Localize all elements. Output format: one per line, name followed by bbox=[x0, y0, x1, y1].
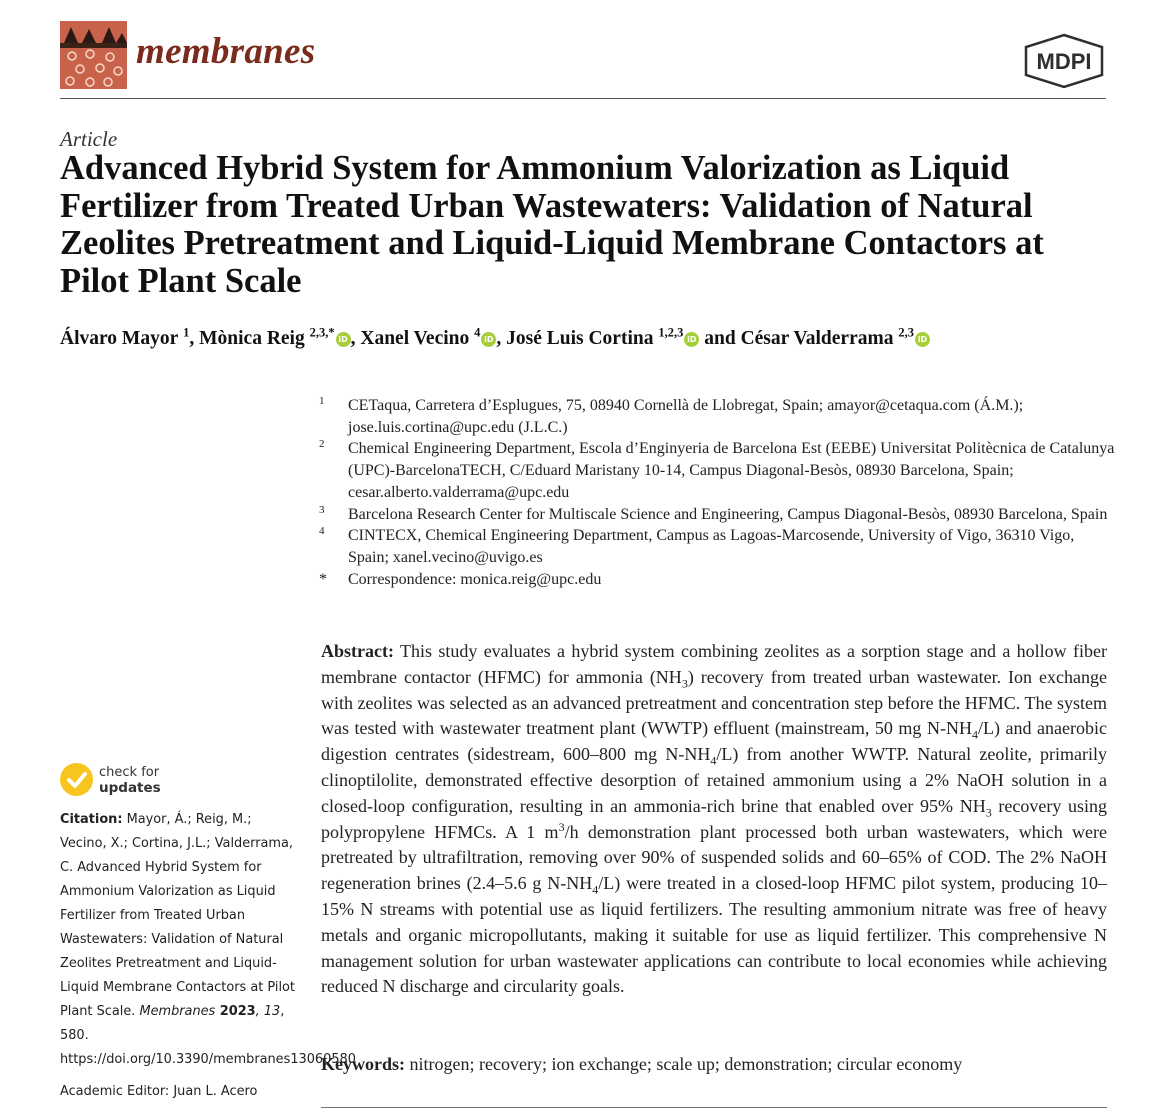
author-list bbox=[60, 325, 1120, 353]
citation bbox=[60, 808, 356, 1072]
subscript: 3 bbox=[985, 805, 992, 820]
citation-journal: Membranes bbox=[139, 1004, 216, 1019]
abstract-text: This study evaluates a hybrid system combining zeolites as a sorption stage and a hollow fiber membrane contactor (HFMC) for ammonia (NH bbox=[321, 641, 1107, 687]
correspondence-mark: * bbox=[319, 570, 327, 588]
author-name: César Valderrama bbox=[740, 328, 894, 349]
author[interactable] bbox=[740, 325, 930, 349]
orcid-icon[interactable]: iD bbox=[336, 332, 351, 347]
affiliation-3 bbox=[319, 504, 1119, 526]
footer-divider bbox=[321, 1107, 1107, 1108]
journal-logo bbox=[60, 21, 127, 89]
author-affiliation-marker: 1 bbox=[183, 325, 190, 340]
affiliation-text: Barcelona Research Center for Multiscale Science and Engineering, Campus Diagonal-Besòs, 08930 Barcelona, Spain bbox=[348, 505, 1108, 523]
affiliation-text: CINTECX, Chemical Engineering Department, Campus as Lagoas-Marcosende, University of Vigo, 36310 Vigo, Spain; xanel.vecino@uvigo.es bbox=[348, 527, 1075, 566]
check-for-updates-button[interactable] bbox=[60, 763, 260, 799]
author-separator: and bbox=[699, 328, 741, 349]
mdpi-logo-text: MDPI bbox=[1036, 49, 1092, 74]
keywords bbox=[321, 1051, 1107, 1077]
abstract-text: recovery using polypropylene HFMCs. A 1 m bbox=[321, 795, 1108, 842]
abstract-text: ) recovery from treated urban wastewater. Ion exchange with zeolites was selected as an advanced pretreatment and concentration step before the HFMC. The system was tested with wastewater treatment plant (WWTP) effluent (mainstream, 50 mg N-NH bbox=[321, 666, 1107, 739]
affiliation-text: Chemical Engineering Department, Escola d’Enginyeria de Barcelona Est (EEBE) Universitat Politècnica de Catalunya (UPC)-BarcelonaTECH, C/Eduard Maristany 10-14, Campus Diagonal-Besòs, 08930 Barcelona, Spain; cesar.alberto.valderrama@upc.edu bbox=[348, 440, 1115, 501]
check-updates-label: check for bbox=[99, 765, 160, 780]
abstract-text: /h demonstration plant processed both urban wastewaters, which were pretreated by ultrafiltration, removing over 90% of suspended solids and 60–65% of COD. The 2% NaOH regeneration brines (2.4–5.6 g N-NH bbox=[321, 821, 1107, 894]
abstract-label: Abstract: bbox=[321, 641, 394, 661]
citation-label: Citation: bbox=[60, 812, 123, 827]
subscript: 3 bbox=[681, 676, 688, 691]
abstract-text: /L) were treated in a closed-loop HFMC pilot system, producing 10–15% N streams with potential use as liquid fertilizers. The resulting ammonium nitrate was free of heavy metals and organic micropollutants, making it suitable for use as liquid fertilizer. This comprehensive N management solution for urban wastewater applications can contribute to local economies while achieving reduced N discharge and circularity goals. bbox=[321, 873, 1108, 997]
affiliation-number: 2 bbox=[319, 438, 325, 451]
check-icon bbox=[60, 763, 93, 796]
orcid-icon[interactable]: iD bbox=[684, 332, 699, 347]
author-name: Mònica Reig bbox=[199, 328, 305, 349]
affiliation-number: 1 bbox=[319, 395, 325, 407]
citation-text: Mayor, Á.; Reig, M.; Vecino, X.; Cortina, J.L.; Valderrama, C. Advanced Hybrid System for Ammonium Valorization as Liquid Fertilizer from Treated Urban Wastewaters: Validation of Natural Zeolites Pretreatment and Liquid-Liquid Membrane Contactors at Pilot Plant Scale. bbox=[60, 812, 295, 1019]
abstract-text: /L) from another WWTP. Natural zeolite, primarily clinoptilolite, demonstrated effective desorption of retained ammonium using a 2% NaOH solution in a closed-loop configuration, resulting in an ammonia-rich brine that enabled over 95% NH bbox=[321, 744, 1107, 816]
journal-name[interactable]: membranes bbox=[136, 31, 316, 72]
abstract-text: /L) and anaerobic digestion centrates (sidestream, 600–800 mg N-NH bbox=[321, 718, 1107, 765]
author-name: Xanel Vecino bbox=[360, 328, 470, 349]
check-updates-label-bold: updates bbox=[99, 780, 161, 796]
orcid-icon[interactable]: iD bbox=[481, 332, 496, 347]
author-name: Álvaro Mayor bbox=[60, 328, 179, 349]
author-affiliation-marker: 1,2,3 bbox=[658, 325, 684, 340]
author[interactable] bbox=[360, 325, 496, 349]
affiliation-text: CETaqua, Carretera d’Esplugues, 75, 08940 Cornellà de Llobregat, Spain; amayor@cetaqua.com (Á.M.); jose.luis.cortina@upc.edu (J.L.C.) bbox=[348, 397, 1024, 436]
subscript: 4 bbox=[592, 882, 599, 897]
author[interactable] bbox=[506, 325, 699, 349]
author-name: José Luis Cortina bbox=[506, 328, 654, 349]
affiliations bbox=[319, 395, 1119, 590]
author-separator: , bbox=[496, 328, 507, 349]
article-title: Advanced Hybrid System for Ammonium Valorization as Liquid Fertilizer from Treated Urban Wastewaters: Validation of Natural Zeolites Pretreatment and Liquid-Liquid Membrane Contactors at Pilot Plant Scale bbox=[60, 149, 1044, 300]
affiliation-number: 4 bbox=[319, 525, 325, 538]
author-affiliation-marker: 2,3 bbox=[898, 325, 914, 340]
keywords-text: nitrogen; recovery; ion exchange; scale up; demonstration; circular economy bbox=[405, 1054, 963, 1074]
affiliation-4 bbox=[319, 525, 1119, 568]
author-separator: , bbox=[350, 328, 361, 349]
academic-editor: Academic Editor: Juan L. Acero bbox=[60, 1084, 258, 1099]
author[interactable] bbox=[60, 325, 190, 349]
correspondence bbox=[319, 569, 1119, 591]
affiliation-number: 3 bbox=[319, 503, 325, 516]
abstract bbox=[321, 639, 1107, 1000]
citation-year: 2023 bbox=[215, 1004, 256, 1019]
superscript: 3 bbox=[558, 819, 565, 834]
orcid-icon[interactable]: iD bbox=[915, 332, 930, 347]
affiliation-2 bbox=[319, 438, 1119, 503]
citation-doi[interactable]: , 580. https://doi.org/10.3390/membranes13060580 bbox=[60, 1004, 356, 1067]
author[interactable] bbox=[199, 325, 350, 349]
subscript: 4 bbox=[710, 753, 717, 768]
affiliation-1 bbox=[319, 395, 1119, 438]
subscript: 4 bbox=[971, 727, 978, 742]
correspondence-text: Correspondence: monica.reig@upc.edu bbox=[348, 570, 602, 588]
mdpi-logo[interactable] bbox=[1022, 33, 1106, 89]
author-affiliation-marker: 4 bbox=[474, 325, 481, 340]
author-separator: , bbox=[189, 328, 200, 349]
header-divider bbox=[60, 98, 1106, 99]
article-type: Article bbox=[60, 127, 118, 151]
keywords-label: Keywords: bbox=[321, 1054, 405, 1074]
citation-volume: , 13 bbox=[255, 1004, 281, 1019]
author-affiliation-marker: 2,3,* bbox=[309, 325, 335, 340]
